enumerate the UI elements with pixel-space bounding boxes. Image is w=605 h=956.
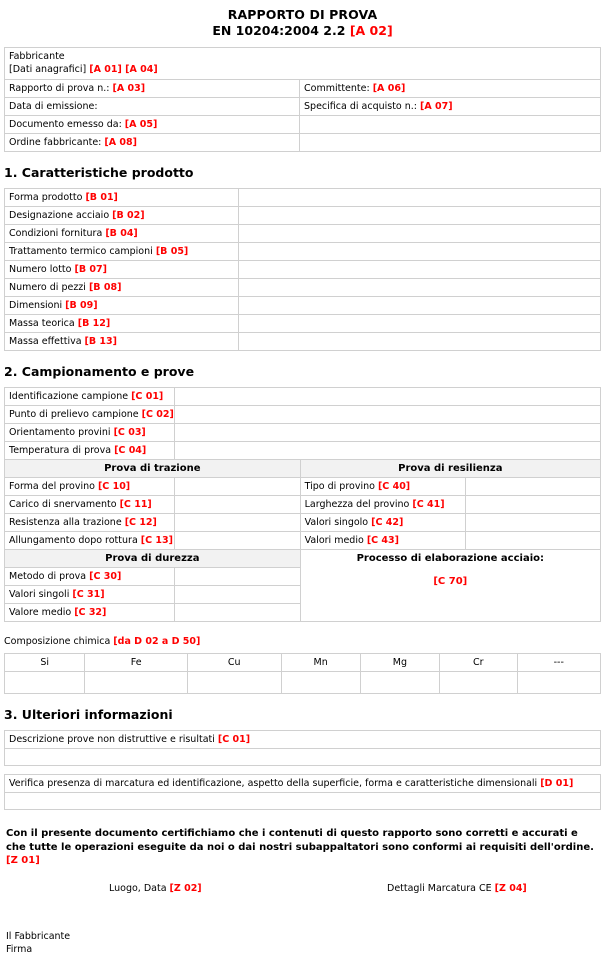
table-row [5,243,601,261]
chemical-composition-label [4,636,601,647]
chem-column-header: Si [5,654,85,672]
report-number-cell [5,80,300,98]
tensile-row-value [174,496,300,514]
marking-label-cell [5,775,601,793]
ndt-label-cell [5,731,601,749]
sampling-and-tests-table [4,387,601,622]
product-row-label-code: [B 01] [85,191,118,203]
table-spacer [4,766,601,774]
tensile-row-label [5,478,175,496]
chem-value-cell [517,672,600,694]
manufacturer-signature-label: Il Fabbricante [6,930,71,942]
steel-process-cell [300,550,600,622]
section-1-heading: 1. Caratteristiche prodotto [4,165,194,180]
section-3-heading: 3. Ulteriori informazioni [4,707,173,722]
manufacturer-label: Fabbricante [9,51,65,62]
table-row [5,388,601,406]
sampling-row-label [5,424,175,442]
product-characteristics-table [4,188,601,351]
sampling-row-value [174,442,600,460]
report-number-label: Rapporto di prova n.: [9,82,113,94]
sampling-row-label [5,442,175,460]
hardness-row-label [5,586,175,604]
product-row-label [5,261,239,279]
chem-column-header: Fe [85,654,188,672]
place-date-code: [Z 02] [169,882,202,894]
marking-code: [D 01] [540,777,574,789]
document-subtitle [4,23,601,47]
product-row-label-code: [B 02] [112,209,145,221]
chemical-composition-code: [da D 02 a D 50] [113,636,201,647]
impact-row-label-code: [C 43] [366,534,399,546]
manufacturer-codes: [A 01] [A 04] [89,63,158,75]
impact-row-label-code: [C 41] [412,498,445,510]
table-row [5,207,601,225]
product-row-label-code: [B 13] [84,335,117,347]
ce-marking-block [387,883,527,894]
hardness-row-label-code: [C 31] [72,588,105,600]
document-page [0,7,605,955]
steel-process-label: Processo di elaborazione acciaio: [356,553,545,564]
sampling-row-label-code: [C 01] [131,390,164,402]
chemical-composition-table [4,653,601,694]
chem-value-cell [360,672,439,694]
tensile-row-value [174,532,300,550]
table-row [5,731,601,749]
table-row [5,261,601,279]
marking-label: Verifica presenza di marcatura ed identificazione, aspetto della superficie, forma e caratteristiche dimensionali [9,777,541,789]
impact-row-label-text: Larghezza del provino [304,498,413,510]
sampling-row-label-text: Punto di prelievo campione [9,408,142,420]
standard-reference: EN 10204:2004 2.2 [212,23,350,38]
manufacturer-cell [5,48,601,80]
impact-row-label [300,496,465,514]
table-row [5,333,601,351]
table-row [5,315,601,333]
product-row-label [5,243,239,261]
table-row [5,80,601,98]
tensile-row-label-code: [C 13] [140,534,173,546]
chem-value-cell [85,672,188,694]
ce-marking-label: Dettagli Marcatura CE [387,882,495,894]
tensile-row-label [5,532,175,550]
table-row [5,672,601,694]
signature-row [4,883,601,897]
impact-row-label [300,532,465,550]
table-header-row [5,550,601,568]
table-header-row [5,654,601,672]
impact-row-label [300,514,465,532]
product-row-label-text: Dimensioni [9,299,66,311]
tensile-row-label-text: Resistenza alla trazione [9,516,125,528]
ce-marking-code: [Z 04] [494,882,527,894]
purchase-spec-cell [300,98,601,116]
header-empty-cell-2 [300,134,601,152]
product-row-value [238,315,600,333]
table-row [5,134,601,152]
sampling-row-value [174,388,600,406]
product-row-value [238,243,600,261]
product-row-label [5,333,239,351]
steel-process-code: [C 70] [433,576,468,587]
impact-row-label-text: Valori medio [304,534,367,546]
product-row-value [238,225,600,243]
chem-column-header: Mn [281,654,360,672]
table-row [5,532,601,550]
chem-value-cell [187,672,281,694]
report-number-code: [A 03] [112,82,146,94]
chem-column-header: Mg [360,654,439,672]
table-row [5,98,601,116]
client-code: [A 06] [372,82,406,94]
product-row-label [5,315,239,333]
chem-column-header: --- [517,654,600,672]
certification-text: Con il presente documento certifichiamo che i contenuti di questo rapporto sono corretti e accurati e che tutte le operazioni eseguite da noi o dai nostri subappaltatori sono conformi ai requisiti dell'ordine. [6,828,594,853]
product-row-label-text: Massa teorica [9,317,78,329]
tensile-row-label [5,514,175,532]
standard-code: [A 02] [349,23,393,38]
certification-statement [4,827,601,868]
place-date-label: Luogo, Data [109,882,170,894]
certification-code: [Z 01] [6,855,40,866]
issue-date-label: Data di emissione: [9,100,98,112]
chem-value-cell [440,672,517,694]
manufacturer-signature-block [4,930,601,956]
hardness-row-label-text: Metodo di prova [9,570,90,582]
purchase-spec-code: [A 07] [420,100,453,112]
tensile-row-label-code: [C 12] [124,516,157,528]
product-row-label-text: Numero di pezzi [9,281,89,293]
hardness-row-label-text: Valore medio [9,606,75,618]
product-row-value [238,261,600,279]
table-row [5,478,601,496]
product-row-label-code: [B 07] [74,263,107,275]
product-row-label-text: Massa effettiva [9,335,85,347]
table-row [5,496,601,514]
tensile-row-value [174,514,300,532]
product-row-label-code: [B 08] [88,281,122,293]
sampling-row-label [5,406,175,424]
header-info-table [4,47,601,152]
product-row-label-code: [B 12] [77,317,111,329]
impact-row-label [300,478,465,496]
sampling-row-label-text: Temperatura di prova [9,444,115,456]
product-row-label-text: Numero lotto [9,263,75,275]
issued-by-label: Documento emesso da: [9,118,125,130]
signature-label: Firma [6,943,33,955]
product-row-value [238,279,600,297]
ndt-description-table [4,730,601,766]
impact-row-label-code: [C 42] [371,516,404,528]
tensile-row-label-code: [C 11] [119,498,152,510]
table-row [5,793,601,810]
product-row-label-text: Trattamento termico campioni [9,245,156,257]
ndt-label: Descrizione prove non distruttive e risultati [9,733,218,745]
hardness-row-label-code: [C 32] [74,606,107,618]
table-row [5,279,601,297]
hardness-row-value [174,586,300,604]
impact-row-label-code: [C 40] [377,480,411,492]
header-empty-cell-1 [300,116,601,134]
purchase-spec-label: Specifica di acquisto n.: [304,100,421,112]
impact-row-label-text: Valori singolo [304,516,372,528]
tensile-row-value [174,478,300,496]
tensile-row-label-text: Carico di snervamento [9,498,120,510]
impact-row-value [465,532,600,550]
product-row-label-code: [B 04] [105,227,138,239]
product-row-label-text: Condizioni fornitura [9,227,106,239]
sampling-row-label-text: Identificazione campione [9,390,132,402]
product-row-label-text: Forma prodotto [9,191,86,203]
hardness-row-label [5,604,175,622]
ndt-code: [C 01] [217,733,251,745]
product-row-label [5,207,239,225]
table-row [5,424,601,442]
chem-column-header: Cu [187,654,281,672]
table-row [5,225,601,243]
hardness-test-band: Prova di durezza [5,550,301,568]
impact-row-value [465,514,600,532]
table-row [5,442,601,460]
product-row-label-code: [B 05] [155,245,189,257]
impact-row-label-text: Tipo di provino [304,480,378,492]
sampling-row-label-text: Orientamento provini [9,426,114,438]
hardness-row-value [174,604,300,622]
table-row [5,48,601,80]
document-title: RAPPORTO DI PROVA [227,7,378,22]
table-row [5,775,601,793]
issued-by-code: [A 05] [124,118,158,130]
marking-value-cell [5,793,601,810]
product-row-label [5,279,239,297]
product-row-label [5,225,239,243]
hardness-row-label-code: [C 30] [89,570,122,582]
product-row-value [238,189,600,207]
product-row-value [238,297,600,315]
issue-date-cell [5,98,300,116]
tensile-row-label-text: Allungamento dopo rottura [9,534,141,546]
chemical-composition-text: Composizione chimica [4,636,114,647]
sampling-row-label-code: [C 03] [113,426,146,438]
table-row [5,514,601,532]
ndt-value-cell [5,749,601,766]
chem-column-header: Cr [440,654,517,672]
impact-row-value [465,496,600,514]
table-row [5,749,601,766]
manufacturer-order-cell [5,134,300,152]
table-row [5,406,601,424]
product-row-label-text: Designazione acciaio [9,209,113,221]
manufacturer-order-label: Ordine fabbricante: [9,136,105,148]
product-row-label-code: [B 09] [65,299,98,311]
table-row [5,116,601,134]
product-row-label [5,297,239,315]
place-date-block [109,883,202,894]
table-row [5,297,601,315]
client-cell [300,80,601,98]
tensile-row-label-code: [C 10] [97,480,131,492]
manufacturer-order-code: [A 08] [104,136,137,148]
impact-test-band: Prova di resilienza [300,460,600,478]
hardness-row-label [5,568,175,586]
tensile-row-label-text: Forma del provino [9,480,98,492]
section-2-heading: 2. Campionamento e prove [4,364,195,379]
hardness-row-value [174,568,300,586]
chem-value-cell [5,672,85,694]
product-row-value [238,333,600,351]
chem-value-cell [281,672,360,694]
sampling-row-label [5,388,175,406]
product-row-value [238,207,600,225]
impact-row-value [465,478,600,496]
sampling-row-label-code: [C 04] [114,444,147,456]
issued-by-cell [5,116,300,134]
hardness-row-label-text: Valori singoli [9,588,73,600]
tensile-test-band: Prova di trazione [5,460,301,478]
table-header-row [5,460,601,478]
product-row-label [5,189,239,207]
client-label: Committente: [304,82,373,94]
sampling-row-label-code: [C 02] [141,408,174,420]
tensile-row-label [5,496,175,514]
sampling-row-value [174,424,600,442]
table-row [5,189,601,207]
sampling-row-value [174,406,600,424]
manufacturer-sub-label: [Dati anagrafici] [9,63,90,75]
